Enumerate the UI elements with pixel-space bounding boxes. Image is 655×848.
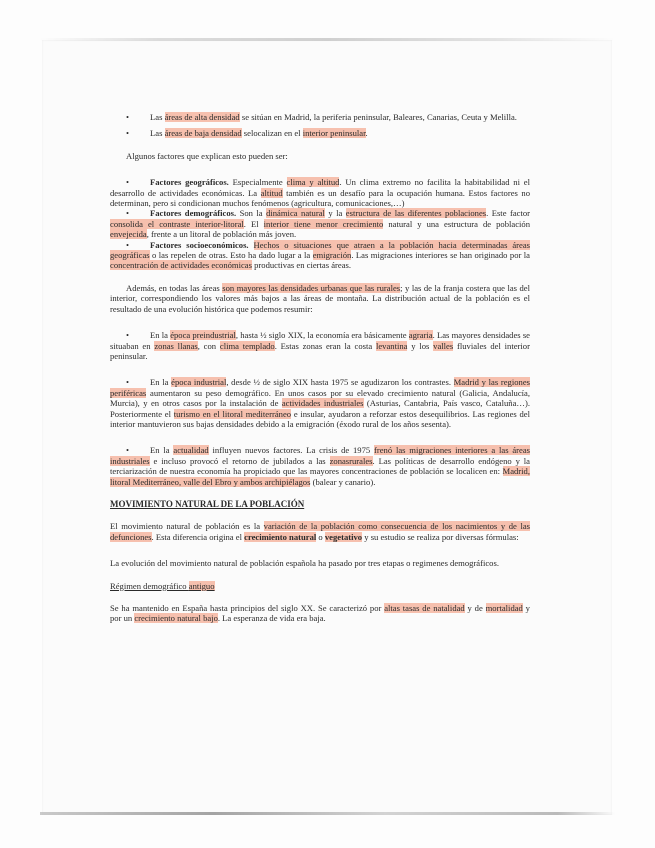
subheading-regimen-antiguo: Régimen demográfico antiguo <box>110 580 215 591</box>
bullet-icon: • <box>126 445 130 456</box>
bullet-icon: • <box>126 239 130 250</box>
bullet-high-density: • Las áreas de alta densidad se sitúan en Madrid, la periferia peninsular, Baleares, Canarias, Ceuta y Melilla. <box>110 112 530 122</box>
sheet-bottom-edge <box>40 812 615 815</box>
section-heading: MOVIMIENTO NATURAL DE LA POBLACIÓN <box>110 498 305 509</box>
bullet-icon: • <box>126 177 130 188</box>
era-industrial: • En la época industrial, desde ½ de siglo XIX hasta 1975 se agudizaron los contrastes. Madrid y las regiones periféricas aumentaron su peso demográfico. En unos casos por su elevado crecimiento natural (Galicia, Andalucía, Murcia), y en otros casos por la instalación de actividades industriales (Asturias, Cantabria, País vasco, Cataluña…). Posteriormente el turismo en el litoral mediterráneo e insular, ayudaron a reforzar estos desequilibrios. Las regiones del interior mantuvieron sus bajas densidades debido a la emigración (éxodo rural de los años sesenta). <box>110 377 531 429</box>
factor-demographic: • Factores demográficos. Son la dinámica natural y la estructura de las diferentes poblaciones. Este factor consolida el contraste interior-litoral. El interior tiene menor crecimiento natural y una estructura de población envejecida, frente a un litoral de población más joven. <box>110 208 531 240</box>
document-body <box>110 112 530 624</box>
bullet-icon: • <box>126 128 130 139</box>
bullet-icon: • <box>126 112 130 122</box>
bullet-icon: • <box>126 330 130 341</box>
bullet-icon: • <box>126 377 130 388</box>
factor-socioeconomic: • Factores socioeconómicos. Hechos o situaciones que atraen a la población hacia determinadas áreas geográficas o las repelen de otras. Esto ha dado lugar a la emigración. Las migraciones interiores se han originado por la concentración de actividades económicas productivas en ciertas áreas. <box>110 239 530 271</box>
paragraph-evolucion: La evolución del movimiento natural de población española ha pasado por tres etapas o regimenes demográficos. <box>110 558 499 569</box>
intro-text: Algunos factores que explican esto pueden ser: <box>126 150 288 161</box>
paragraph-movimiento-natural: El movimiento natural de población es la variación de la población como consecuencia de los nacimientos y de las defunciones. Esta diferencia origina el crecimiento natural o vegetativo y su estudio se realiza por diversas fórmulas: <box>110 521 530 542</box>
paragraph-regimen-antiguo: Se ha mantenido en España hasta principios del siglo XX. Se caracterizó por altas tasas de natalidad y de mortalidad y por un crecimiento natural bajo. La esperanza de vida era baja. <box>110 603 530 624</box>
bullet-low-density: • Las áreas de baja densidad selocalizan en el interior peninsular. <box>110 128 530 138</box>
bullet-icon: • <box>126 208 130 219</box>
factor-geographic: • Factores geográficos. Especialmente clima y altitud. Un clima extremo no facilita la habitabilidad ni el desarrollo de actividades económicas. La altitud también es un desafío para la ocupación humana. Estos factores no determinan, pero si condicionan muchos fenómenos (agricultura, comunicaciones,…) <box>110 177 530 209</box>
paragraph-ademas: Además, en todas las áreas son mayores las densidades urbanas que las rurales; y las de la franja costera que las del interior, correspondiendo los valores más bajos a las áreas de montaña. La distribución actual de la población es el resultado de una evolución histórica que podemos resumir: <box>110 282 531 314</box>
era-actual: • En la actualidad influyen nuevos factores. La crisis de 1975 frenó las migraciones interiores a las áreas industriales e incluso provocó el retorno de jubilados a las zonasrurales. Las políticas de desarrollo endógeno y la terciarización de nuestra economía ha propiciado que las mayores concentraciones de población se localicen en: Madrid, litoral Mediterráneo, valle del Ebro y ambos archipiélagos (balear y canario). <box>110 445 530 487</box>
sheet-top-edge <box>40 38 615 41</box>
era-preindustrial: • En la época preindustrial, hasta ½ siglo XIX, la economía era básicamente agraria. Las mayores densidades se situaban en zonas llanas, con clima templado. Estas zonas eran la costa levantina y los valles fluviales del interior peninsular. <box>110 330 530 361</box>
